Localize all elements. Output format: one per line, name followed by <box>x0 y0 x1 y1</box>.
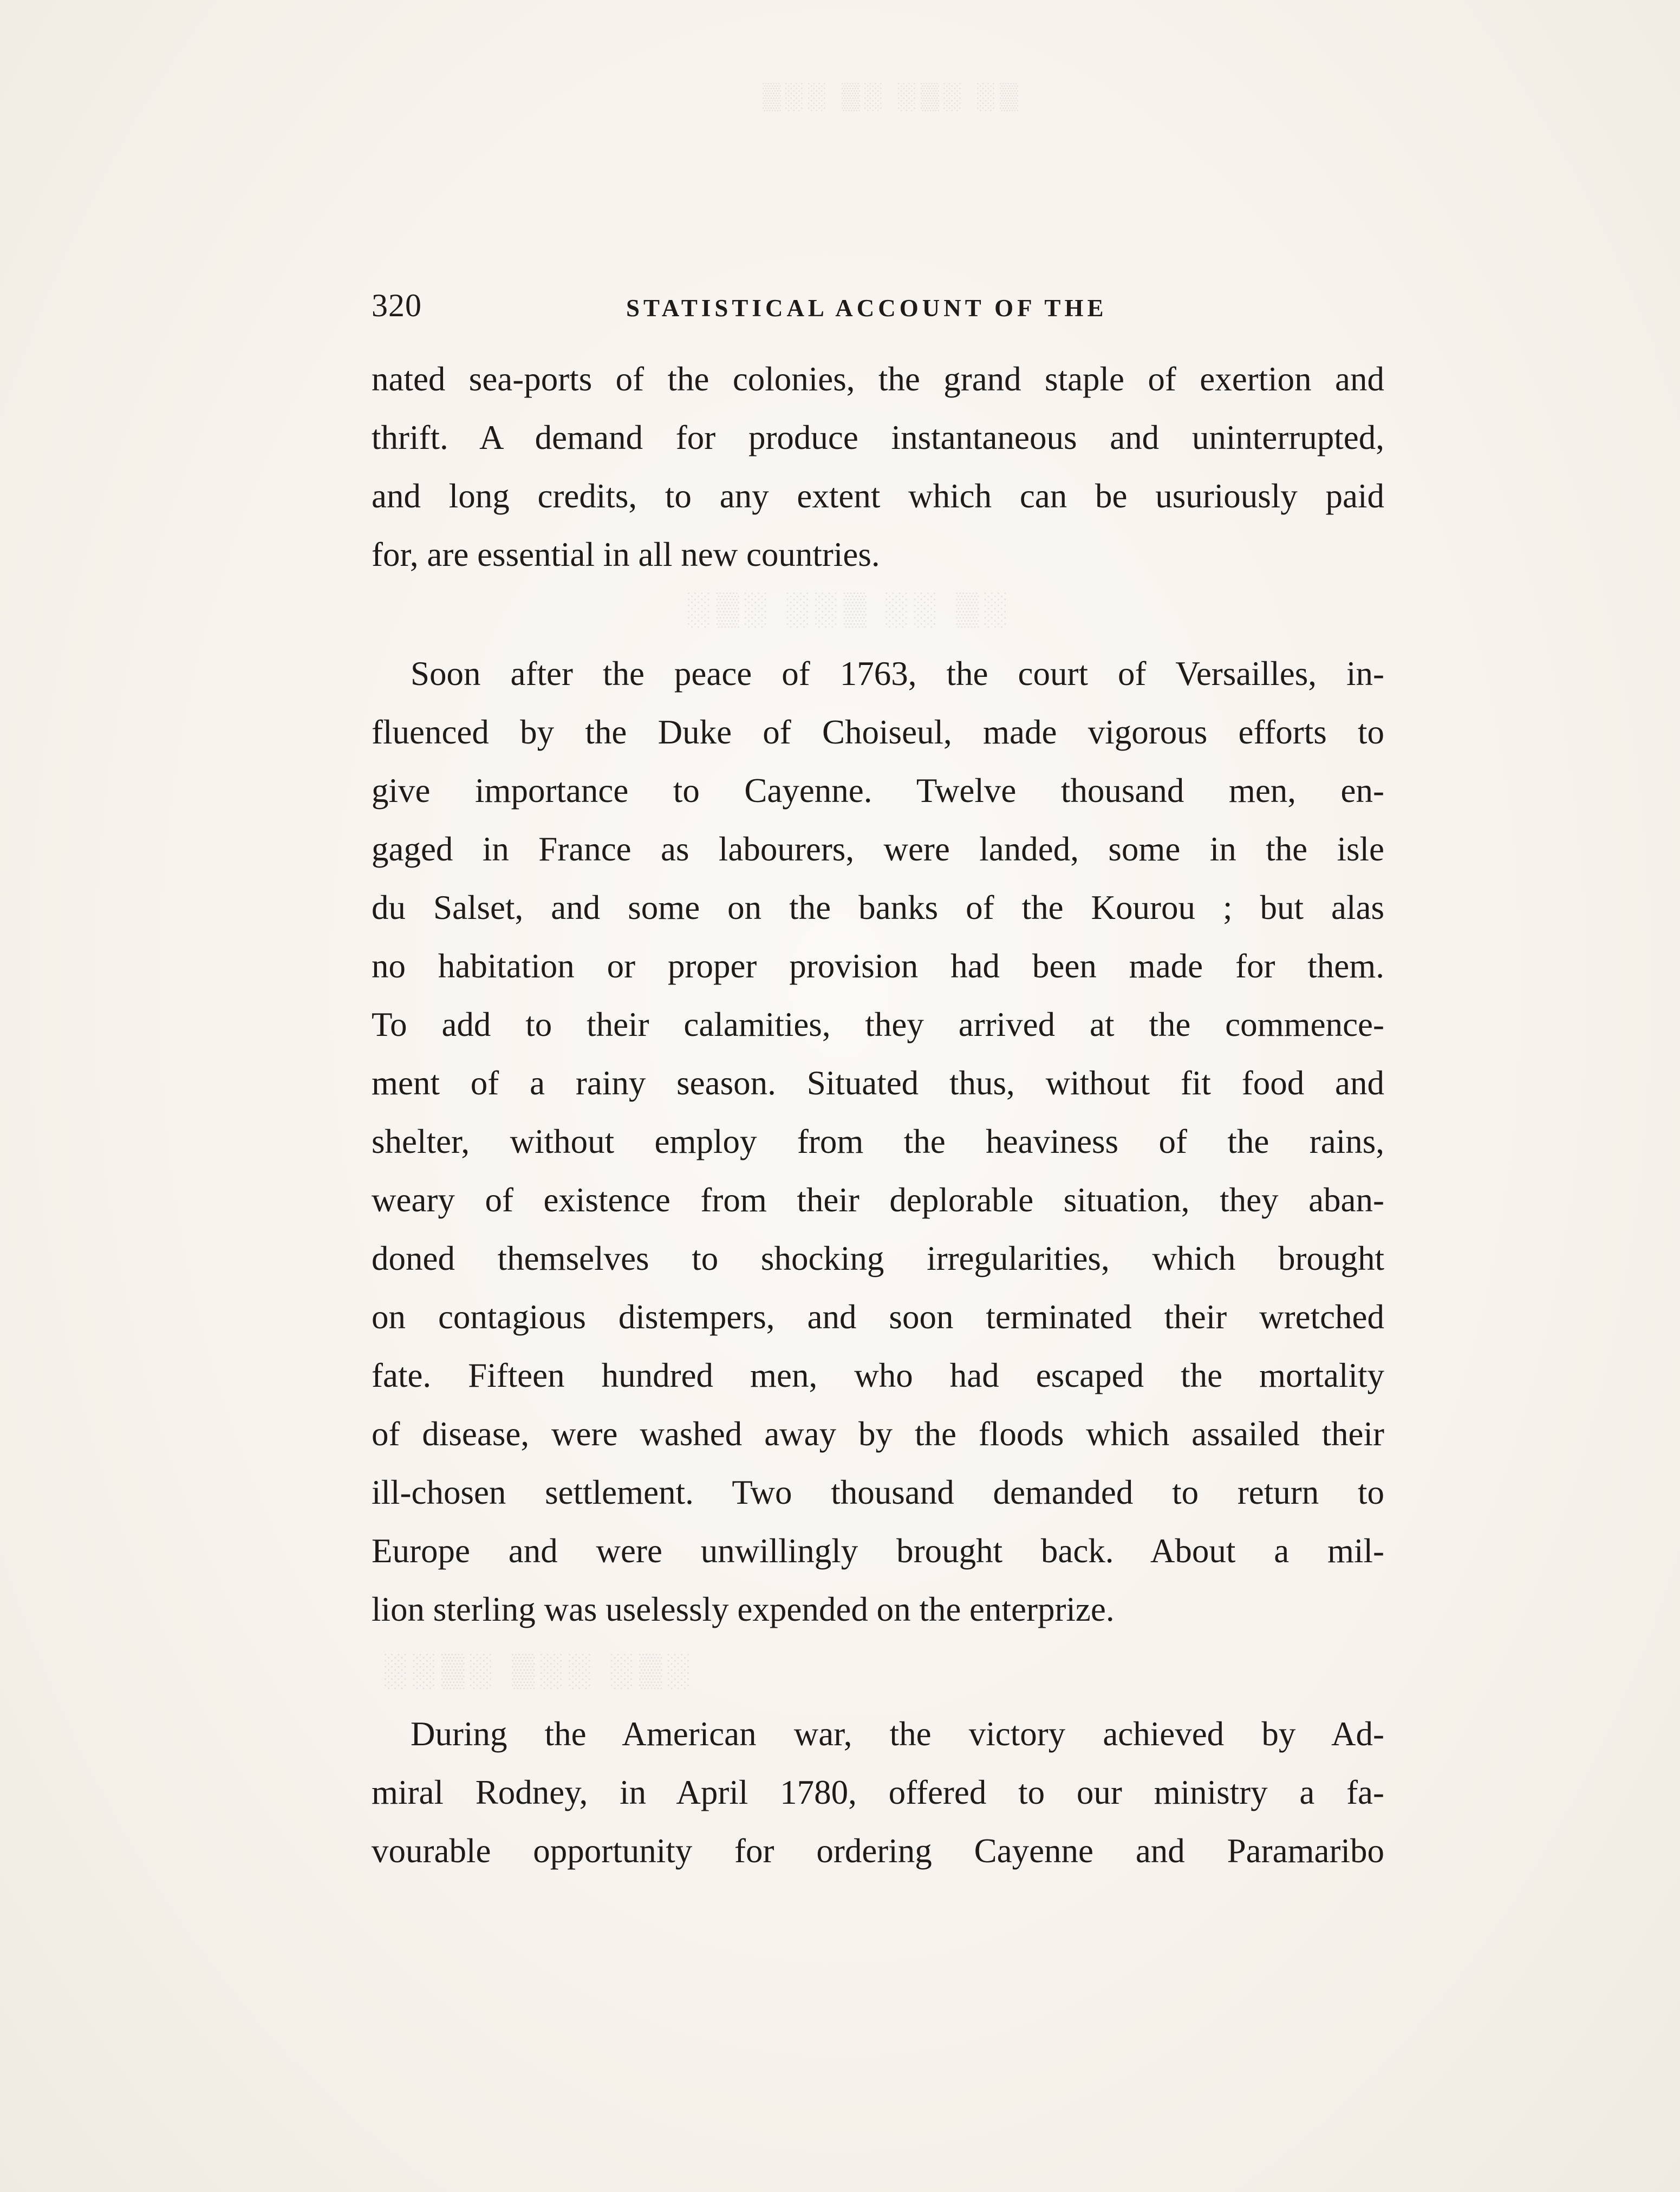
text-line: du Salset, and some on the banks of the Kourou ; but alas <box>372 889 1384 927</box>
text-line: thrift. A demand for produce instantaneous and uninterrupted, <box>372 419 1384 456</box>
bleed-through-mark: ▒░ ░▒░ ░▒ ░░▒ <box>758 82 1019 110</box>
text-line: of disease, were washed away by the floods which assailed their <box>372 1415 1384 1453</box>
text-line: fate. Fifteen hundred men, who had escaped the mortality <box>372 1356 1384 1394</box>
text-line: During the American war, the victory achieved by Ad- <box>411 1715 1384 1753</box>
text-line: give importance to Cayenne. Twelve thousand men, en- <box>372 772 1384 810</box>
running-head: STATISTICAL ACCOUNT OF THE <box>626 295 1108 322</box>
text-line: To add to their calamities, they arrived at the commence- <box>372 1006 1384 1043</box>
text-line: Soon after the peace of 1763, the court of Versailles, in- <box>411 655 1384 693</box>
page-number: 320 <box>372 288 422 323</box>
text-line: shelter, without employ from the heaviness of the rains, <box>372 1123 1384 1160</box>
text-line: ment of a rainy season. Situated thus, without fit food and <box>372 1064 1384 1102</box>
text-line: lion sterling was uselessly expended on the enterprize. <box>372 1590 1115 1628</box>
text-line: ill-chosen settlement. Two thousand demanded to return to <box>372 1473 1384 1511</box>
text-line: for, are essential in all new countries. <box>372 536 880 573</box>
paragraph <box>372 644 1384 1639</box>
text-line: no habitation or proper provision had been made for them. <box>372 947 1384 985</box>
bleed-through-mark: ░▒░ ░░▒ ░▒░░ <box>379 1652 691 1688</box>
text-line: on contagious distempers, and soon terminated their wretched <box>372 1298 1384 1336</box>
paragraph <box>372 1705 1384 1880</box>
text-line: nated sea-ports of the colonies, the grand staple of exertion and <box>372 360 1384 398</box>
bleed-through-mark: ░▒ ░░ ▒░░ ░▒░ <box>682 591 1008 627</box>
text-line: doned themselves to shocking irregularities, which brought <box>372 1239 1384 1277</box>
paragraph <box>372 350 1384 584</box>
text-line: weary of existence from their deplorable situation, they aban- <box>372 1181 1384 1219</box>
text-line: vourable opportunity for ordering Cayenne and Paramaribo <box>372 1832 1384 1870</box>
text-line: Europe and were unwillingly brought back. About a mil- <box>372 1532 1384 1570</box>
text-line: gaged in France as labourers, were landed, some in the isle <box>372 830 1384 868</box>
page-header <box>372 287 1384 336</box>
text-line: fluenced by the Duke of Choiseul, made vigorous efforts to <box>372 713 1384 751</box>
text-line: miral Rodney, in April 1780, offered to our ministry a fa- <box>372 1773 1384 1811</box>
text-line: and long credits, to any extent which can be usuriously paid <box>372 477 1384 515</box>
